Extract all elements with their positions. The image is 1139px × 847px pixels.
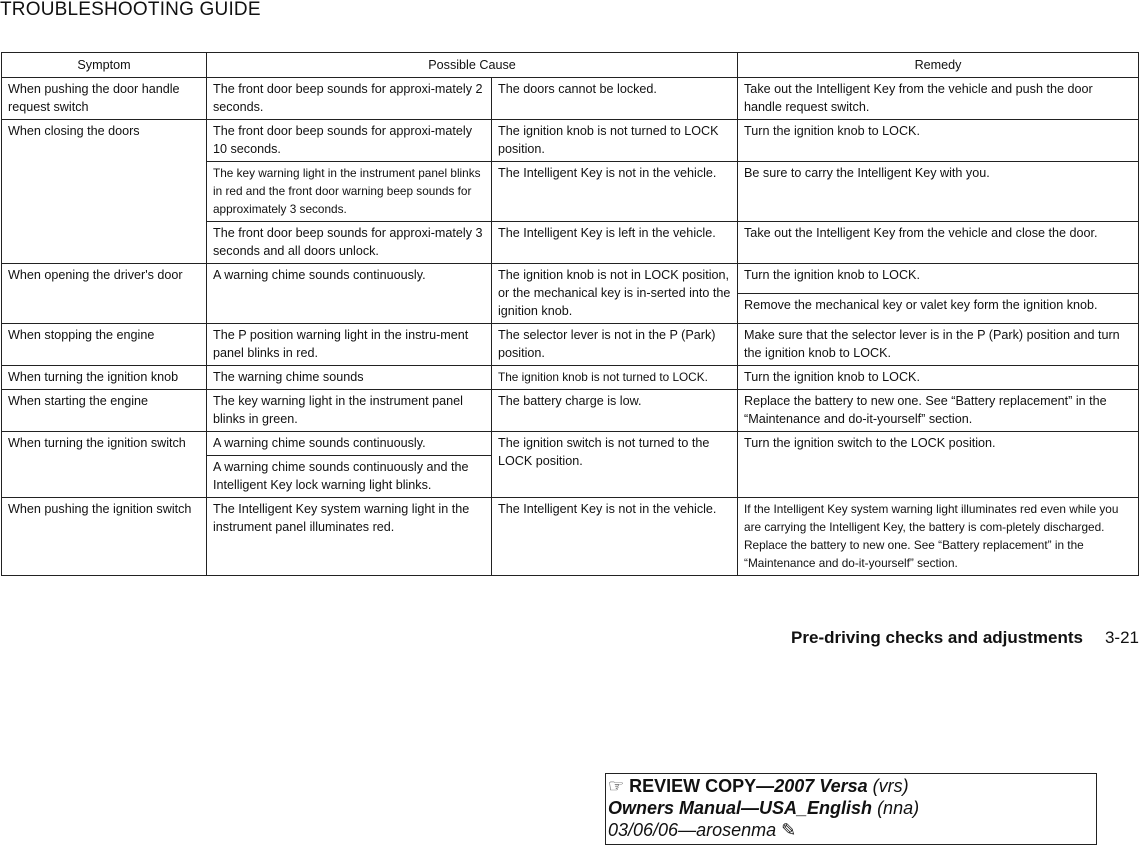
header-symptom: Symptom	[2, 53, 207, 78]
table-row	[2, 324, 1139, 366]
table-row	[2, 498, 1139, 576]
section-title: Pre-driving checks and adjustments	[791, 628, 1083, 647]
review-line-3	[608, 819, 1094, 841]
table-row	[2, 264, 1139, 294]
detail-cell: The P position warning light in the instru-ment panel blinks in red.	[207, 324, 492, 366]
cause-cell: The doors cannot be locked.	[492, 78, 738, 120]
symptom-cell: When opening the driver's door	[2, 264, 207, 324]
remedy-cell: Turn the ignition knob to LOCK.	[738, 120, 1139, 162]
table-row	[2, 390, 1139, 432]
symptom-cell: When pushing the door handle request switch	[2, 78, 207, 120]
remedy-cell: Make sure that the selector lever is in the P (Park) position and turn the ignition knob to LOCK.	[738, 324, 1139, 366]
pointing-hand-icon: ☞	[608, 776, 625, 796]
writing-hand-icon: ✎	[781, 820, 797, 840]
header-possible-cause: Possible Cause	[207, 53, 738, 78]
review-line-2	[608, 797, 1094, 819]
review-line-1	[608, 775, 1094, 797]
cause-cell: The ignition knob is not in LOCK position, or the mechanical key is in-serted into the ignition knob.	[492, 264, 738, 324]
cause-cell: The battery charge is low.	[492, 390, 738, 432]
detail-cell: The front door beep sounds for approxi-mately 3 seconds and all doors unlock.	[207, 222, 492, 264]
symptom-cell: When turning the ignition switch	[2, 432, 207, 498]
remedy-cell: Turn the ignition switch to the LOCK position.	[738, 432, 1139, 498]
detail-cell: The warning chime sounds	[207, 366, 492, 390]
review-manual-code: (nna)	[872, 798, 920, 818]
review-date-author: 03/06/06—arosenma	[608, 820, 777, 840]
troubleshooting-table	[1, 52, 1139, 576]
cause-cell: The Intelligent Key is not in the vehicle.	[492, 162, 738, 222]
detail-cell: A warning chime sounds continuously.	[207, 432, 492, 456]
page-footer	[791, 627, 1139, 649]
remedy-cell: Turn the ignition knob to LOCK.	[738, 366, 1139, 390]
detail-cell: The front door beep sounds for approxi-mately 10 seconds.	[207, 120, 492, 162]
detail-cell: A warning chime sounds continuously and the Intelligent Key lock warning light blinks.	[207, 456, 492, 498]
remedy-cell: Replace the battery to new one. See “Battery replacement” in the “Maintenance and do-it-yourself” section.	[738, 390, 1139, 432]
cause-cell: The Intelligent Key is not in the vehicle.	[492, 498, 738, 576]
table-header-row	[2, 53, 1139, 78]
detail-cell: The Intelligent Key system warning light in the instrument panel illuminates red.	[207, 498, 492, 576]
symptom-cell: When turning the ignition knob	[2, 366, 207, 390]
symptom-cell: When closing the doors	[2, 120, 207, 264]
symptom-cell: When pushing the ignition switch	[2, 498, 207, 576]
detail-cell: The front door beep sounds for approxi-mately 2 seconds.	[207, 78, 492, 120]
symptom-cell: When stopping the engine	[2, 324, 207, 366]
cause-cell: The selector lever is not in the P (Park) position.	[492, 324, 738, 366]
table-row	[2, 366, 1139, 390]
review-model-code: (vrs)	[867, 776, 909, 796]
review-copy-label: REVIEW COPY—	[629, 776, 775, 796]
cause-cell: The ignition switch is not turned to the LOCK position.	[492, 432, 738, 498]
review-copy-box	[605, 773, 1097, 845]
remedy-cell: If the Intelligent Key system warning light illuminates red even while you are carrying the Intelligent Key, the battery is com-pletely discharged. Replace the battery to new one. See “Battery replacement” in the “Maintenance and do-it-yourself” section.	[738, 498, 1139, 576]
table-row	[2, 78, 1139, 120]
detail-cell: A warning chime sounds continuously.	[207, 264, 492, 324]
detail-cell: The key warning light in the instrument panel blinks in green.	[207, 390, 492, 432]
page-number: 3-21	[1104, 628, 1139, 647]
header-remedy: Remedy	[738, 53, 1139, 78]
cause-cell: The Intelligent Key is left in the vehicle.	[492, 222, 738, 264]
detail-cell: The key warning light in the instrument panel blinks in red and the front door warning beep sounds for approximately 3 seconds.	[207, 162, 492, 222]
review-manual: Owners Manual—USA_English	[608, 798, 873, 818]
remedy-cell: Take out the Intelligent Key from the vehicle and close the door.	[738, 222, 1139, 264]
remedy-cell: Be sure to carry the Intelligent Key with you.	[738, 162, 1139, 222]
cause-cell: The ignition knob is not turned to LOCK.	[492, 366, 738, 390]
remedy-cell: Turn the ignition knob to LOCK.	[738, 264, 1139, 294]
table-row	[2, 432, 1139, 456]
cause-cell: The ignition knob is not turned to LOCK position.	[492, 120, 738, 162]
remedy-cell: Remove the mechanical key or valet key form the ignition knob.	[738, 294, 1139, 324]
page-title: TROUBLESHOOTING GUIDE	[0, 0, 261, 20]
remedy-cell: Take out the Intelligent Key from the vehicle and push the door handle request switch.	[738, 78, 1139, 120]
review-model: 2007 Versa	[774, 776, 868, 796]
table-row	[2, 120, 1139, 162]
symptom-cell: When starting the engine	[2, 390, 207, 432]
